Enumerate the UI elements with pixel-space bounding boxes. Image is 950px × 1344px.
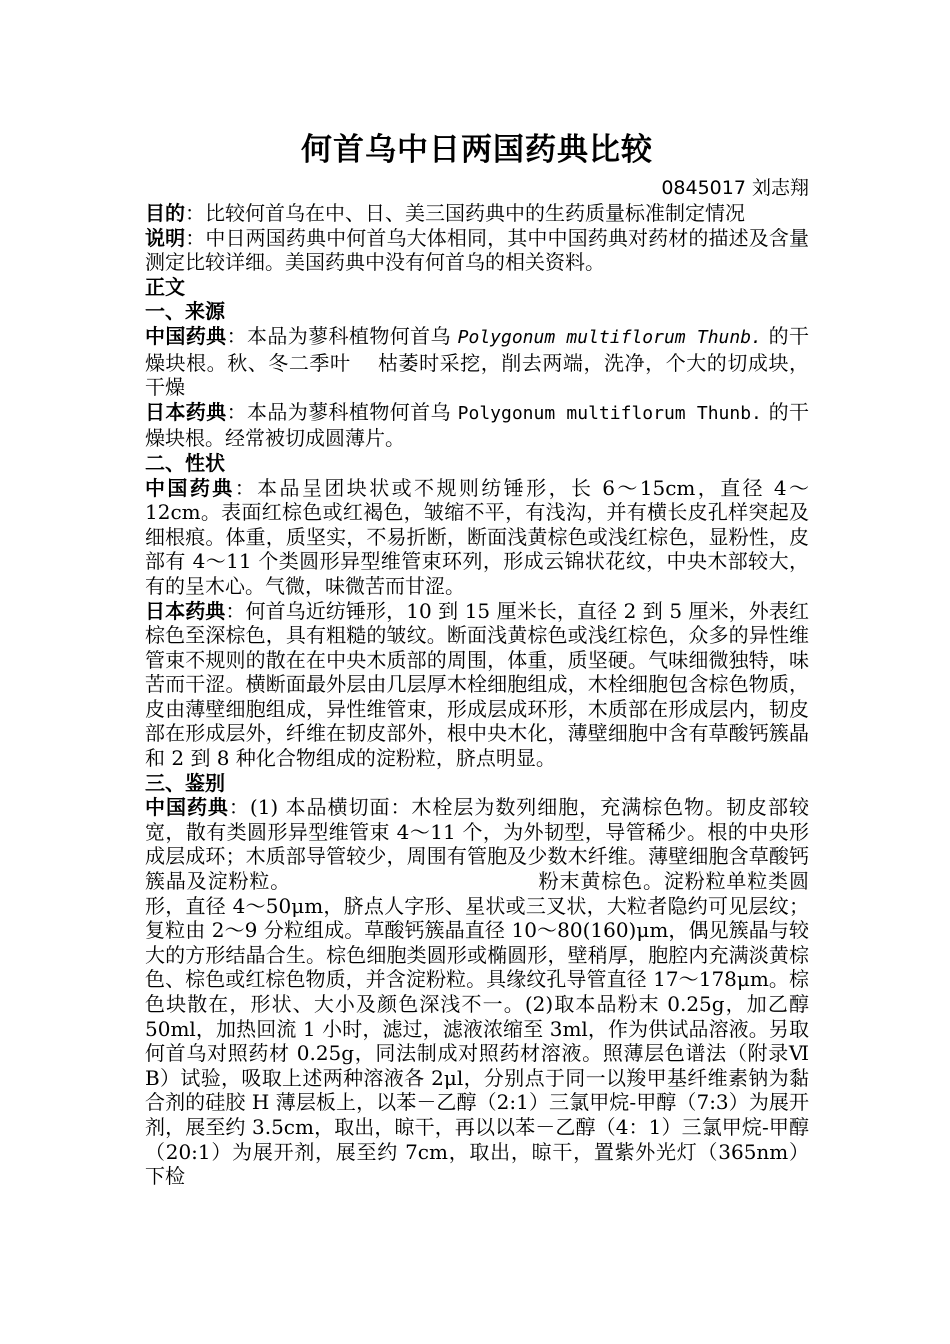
jp-label: 日本药典 bbox=[145, 598, 226, 623]
source-cn-text: ：本品为蓼科植物何首乌 bbox=[226, 323, 458, 348]
section-heading-source: 一、来源 bbox=[145, 299, 225, 324]
note-paragraph bbox=[145, 226, 809, 275]
identification-cn-paragraph bbox=[145, 795, 809, 1189]
characteristics-cn-paragraph bbox=[145, 476, 809, 599]
characteristics-cn-text: ：本品呈团块状或不规则纺锤形，长 6～15cm，直径 4～12cm。表面红棕色或红褐色，皱缩不平，有浅沟，并有横长皮孔样突起及细根痕。体重，质坚实，不易折断，断面浅黄棕色或浅红棕色，显粉性，皮部有 4～11 个类圆形异型维管束环列，形成云锦状花纹，中央木部较大，有的呈木心。气微，味微苦而甘涩。 bbox=[145, 475, 809, 598]
page-title: 何首乌中日两国药典比较 bbox=[301, 132, 653, 168]
cn-label: 中国药典 bbox=[145, 323, 227, 348]
source-jp-paragraph bbox=[145, 400, 809, 451]
latin-name: Polygonum multiflorum Thunb. bbox=[457, 402, 762, 424]
source-cn-text-2: 的干燥块根。秋、冬二季叶 枯萎时采挖，削去两端，洗净，个大的切成块，干燥 bbox=[145, 323, 810, 400]
source-jp-text-2: 的干燥块根。经常被切成圆薄片。 bbox=[145, 399, 810, 451]
author-line: 0845017 刘志翔 bbox=[661, 177, 809, 199]
purpose-text: ：比较何首乌在中、日、美三国药典中的生药质量标准制定情况 bbox=[185, 201, 745, 225]
identification-cn-text: ：(1) 本品横切面：木栓层为数列细胞，充满棕色物。韧皮部较宽，散有类圆形异型维管束 4～11 个，为外韧型，导管稀少。根的中央形成层成环；木质部导管较少，周围有管胞及少数木纤维。薄壁细胞含草酸钙簇晶及淀粉粒。 粉末黄棕色。淀粉粒单粒类圆形，直径 4～50μm，脐点人字形、星状或三叉状，大粒者隐约可见层纹；复粒由 2～9 分粒组成。草酸钙簇晶直径 10～80(160)μm，偶见簇晶与较大的方形结晶合生。棕色细胞类圆形或椭圆形，壁稍厚，胞腔内充满淡黄棕色、棕色或红棕色物质，并含淀粉粒。具缘纹孔导管直径 17～178μm。棕色块散在，形状、大小及颜色深浅不一。(2)取本品粉末 0.25g，加乙醇 50ml，加热回流 1 小时，滤过，滤液浓缩至 3ml，作为供试品溶液。另取何首乌对照药材 0.25g，同法制成对照药材溶液。照薄层色谱法（附录Ⅵ B）试验，吸取上述两种溶液各 2μl，分别点于同一以羧甲基纤维素钠为黏合剂的硅胶 H 薄层板上，以苯－乙醇（2:1）三氯甲烷-甲醇（7:3）为展开剂，展至约 3.5cm，取出，晾干，再以以苯－乙醇（4：1）三氯甲烷-甲醇（20:1）为展开剂，展至约 7cm，取出，晾干，置紫外光灯（365nm）下检 bbox=[145, 795, 810, 1189]
source-cn-paragraph bbox=[145, 324, 809, 400]
source-jp-text: ：本品为蓼科植物何首乌 bbox=[226, 399, 458, 424]
cn-label: 中国药典 bbox=[145, 475, 235, 500]
note-text: ：中日两国药典中何首乌大体相同，其中中国药典对药材的描述及含量测定比较详细。美国药典中没有何首乌的相关资料。 bbox=[145, 225, 809, 275]
note-label: 说明 bbox=[145, 225, 186, 250]
body-heading: 正文 bbox=[145, 274, 185, 299]
characteristics-jp-text: ：何首乌近纺锤形，10 到 15 厘米长，直径 2 到 5 厘米，外表红棕色至深棕色，具有粗糙的皱纹。断面浅黄棕色或浅红棕色，众多的异性维管束不规则的散在在中央木质部的周围，体重，质坚硬。气味细微独特，味苦而干涩。横断面最外层由几层厚木栓细胞组成，木栓细胞包含棕色物质，皮由薄壁细胞组成，异性维管束，形成层成环形，木质部在形成层内，韧皮部在形成层外，纤维在韧皮部外，根中央木化，薄壁细胞中含有草酸钙簇晶和 2 到 8 种化合物组成的淀粉粒，脐点明显。 bbox=[145, 598, 809, 771]
section-heading-characteristics: 二、性状 bbox=[145, 450, 225, 475]
jp-label: 日本药典 bbox=[145, 399, 227, 424]
purpose-paragraph bbox=[145, 201, 809, 226]
cn-label: 中国药典 bbox=[145, 795, 229, 820]
document-page bbox=[145, 128, 809, 1189]
section-heading-identification: 三、鉴别 bbox=[145, 770, 225, 795]
latin-name: Polygonum multiflorum Thunb. bbox=[457, 326, 762, 348]
characteristics-jp-paragraph bbox=[145, 599, 809, 771]
purpose-label: 目的 bbox=[145, 201, 185, 225]
